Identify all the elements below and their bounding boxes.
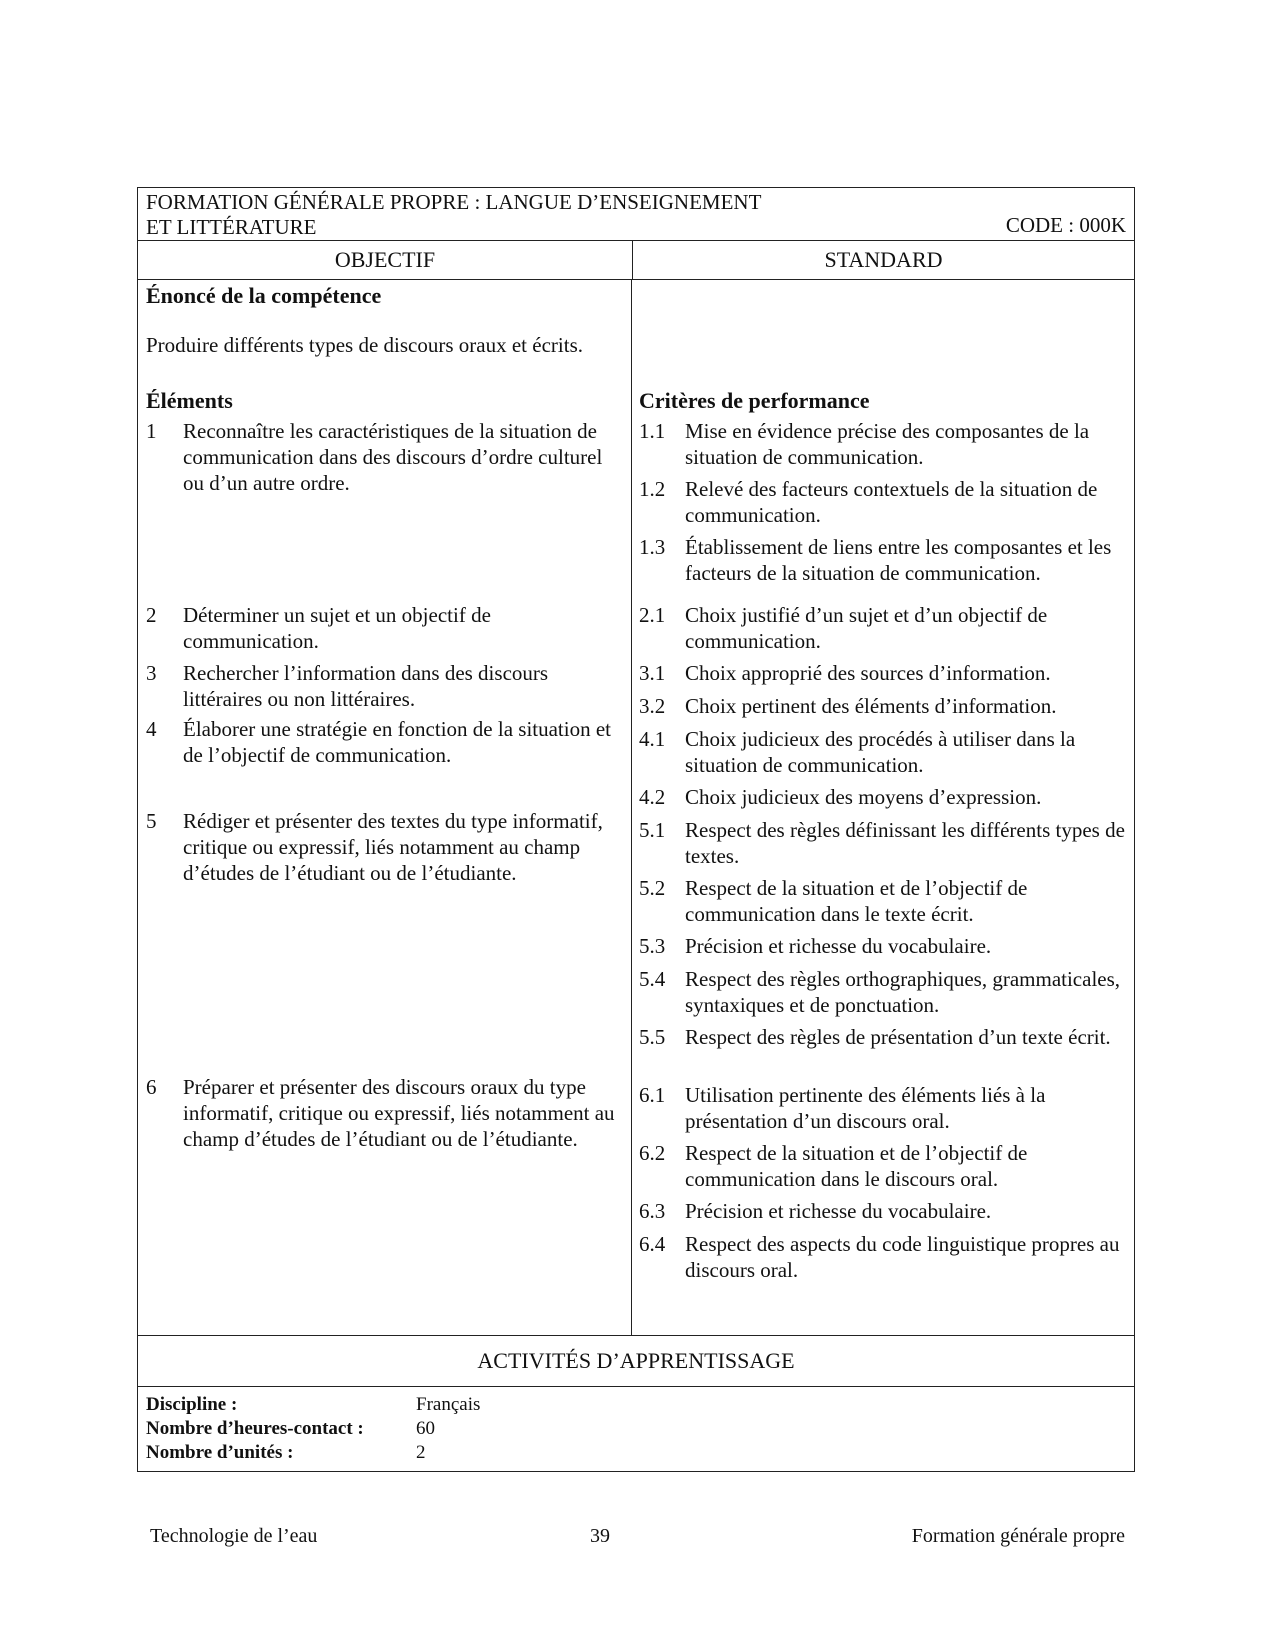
activity-value: 60 — [416, 1418, 435, 1439]
element-number: 5 — [146, 809, 157, 833]
criterion-number: 4.1 — [639, 727, 666, 751]
objective-header: OBJECTIF — [138, 241, 633, 279]
element-text: Rédiger et présenter des textes du type informatif, critique ou expressif, liés notamment au champ d’études de l’étudiant ou de l’étudiante. — [183, 809, 603, 885]
criterion-text: Relevé des facteurs contextuels de la situation de communication. — [685, 477, 1098, 527]
activities-body — [138, 1387, 1134, 1471]
criterion-number: 1.2 — [639, 477, 666, 501]
standard-column — [632, 280, 1134, 1335]
criterion-text: Respect des aspects du code linguistique propres au discours oral. — [685, 1232, 1120, 1282]
criterion-number: 3.1 — [639, 661, 666, 685]
criterion-number: 1.3 — [639, 535, 666, 559]
course-code: CODE : 000K — [1005, 213, 1126, 237]
criterion-text: Respect des règles orthographiques, grammaticales, syntaxiques et de ponctuation. — [685, 967, 1121, 1017]
criterion-text: Précision et richesse du vocabulaire. — [685, 934, 992, 958]
criterion-number: 6.1 — [639, 1083, 666, 1107]
criterion-number: 5.3 — [639, 934, 666, 958]
criterion-text: Respect des règles définissant les différents types de textes. — [685, 818, 1125, 868]
criterion-number: 6.2 — [639, 1141, 666, 1165]
table-title — [138, 188, 1134, 241]
element-item — [146, 808, 625, 886]
activity-row — [146, 1441, 1126, 1465]
criterion-text: Établissement de liens entre les composantes et les facteurs de la situation de communication. — [685, 535, 1112, 585]
activity-label: Nombre d’heures-contact : — [146, 1418, 364, 1439]
criterion-item — [639, 817, 1128, 869]
criterion-item — [639, 534, 1128, 586]
element-number: 2 — [146, 603, 157, 627]
criterion-item — [639, 1082, 1128, 1134]
criterion-text: Respect de la situation et de l’objectif de communication dans le discours oral. — [685, 1141, 1028, 1191]
element-item — [146, 602, 625, 654]
criterion-number: 5.4 — [639, 967, 666, 991]
criterion-item — [639, 1140, 1128, 1192]
main-section — [138, 280, 1134, 1335]
element-number: 3 — [146, 661, 157, 685]
criterion-item — [639, 660, 1128, 686]
criterion-number: 3.2 — [639, 694, 666, 718]
criterion-item — [639, 418, 1128, 470]
element-number: 1 — [146, 419, 157, 443]
criterion-text: Choix judicieux des procédés à utiliser dans la situation de communication. — [685, 727, 1076, 777]
criterion-item — [639, 602, 1128, 654]
activity-value: 2 — [416, 1442, 426, 1463]
criterion-item — [639, 726, 1128, 778]
activity-value: Français — [416, 1394, 481, 1415]
criterion-text: Précision et richesse du vocabulaire. — [685, 1199, 992, 1223]
standard-header: STANDARD — [824, 247, 943, 272]
activities-title: ACTIVITÉS D’APPRENTISSAGE — [138, 1335, 1134, 1387]
element-text: Élaborer une stratégie en fonction de la situation et de l’objectif de communication. — [183, 717, 612, 767]
criterion-text: Choix pertinent des éléments d’information. — [685, 694, 1057, 718]
page-number: 39 — [590, 1525, 610, 1547]
element-item — [146, 1074, 625, 1152]
criterion-number: 1.1 — [639, 419, 666, 443]
element-text: Déterminer un sujet et un objectif de communication. — [183, 603, 491, 653]
activity-label: Discipline : — [146, 1394, 238, 1415]
criterion-text: Mise en évidence précise des composantes de la situation de communication. — [685, 419, 1090, 469]
criterion-text: Choix judicieux des moyens d’expression. — [685, 785, 1042, 809]
title-line-2: ET LITTÉRATURE — [146, 215, 317, 239]
criterion-item — [639, 476, 1128, 528]
criterion-text: Choix approprié des sources d’information. — [685, 661, 1051, 685]
criteria-label: Critères de performance — [639, 388, 870, 413]
criterion-number: 2.1 — [639, 603, 666, 627]
elements-label: Éléments — [146, 388, 233, 413]
criterion-item — [639, 693, 1128, 719]
element-item — [146, 660, 625, 712]
criterion-item — [639, 1231, 1128, 1283]
objective-column — [138, 280, 632, 1335]
criterion-number: 5.2 — [639, 876, 666, 900]
criterion-item — [639, 933, 1128, 959]
element-text: Reconnaître les caractéristiques de la situation de communication dans des discours d’ordre culturel ou d’un autre ordre. — [183, 419, 603, 495]
element-text: Rechercher l’information dans des discours littéraires ou non littéraires. — [183, 661, 549, 711]
criterion-number: 6.3 — [639, 1199, 666, 1223]
activity-row — [146, 1417, 1126, 1441]
criterion-text: Respect de la situation et de l’objectif de communication dans le texte écrit. — [685, 876, 1028, 926]
element-text: Préparer et présenter des discours oraux du type informatif, critique ou expressif, liés notamment au champ d’études de l’étudiant ou de l’étudiante. — [183, 1075, 615, 1151]
activity-row — [146, 1393, 1126, 1417]
element-number: 4 — [146, 717, 157, 741]
criterion-item — [639, 1198, 1128, 1224]
criterion-item — [639, 875, 1128, 927]
criterion-item — [639, 966, 1128, 1018]
criterion-item — [639, 1024, 1128, 1050]
criterion-number: 6.4 — [639, 1232, 666, 1256]
element-number: 6 — [146, 1075, 157, 1099]
criterion-item — [639, 784, 1128, 810]
competence-text: Produire différents types de discours oraux et écrits. — [146, 333, 583, 357]
activity-label: Nombre d’unités : — [146, 1442, 294, 1463]
competence-label: Énoncé de la compétence — [146, 283, 382, 308]
footer-right: Formation générale propre — [911, 1525, 1125, 1547]
column-headers — [138, 241, 1134, 280]
criterion-number: 5.5 — [639, 1025, 666, 1049]
criterion-number: 5.1 — [639, 818, 666, 842]
title-line-1: FORMATION GÉNÉRALE PROPRE : LANGUE D’ENSEIGNEMENT — [146, 190, 762, 214]
criterion-text: Respect des règles de présentation d’un texte écrit. — [685, 1025, 1111, 1049]
criterion-text: Choix justifié d’un sujet et d’un objectif de communication. — [685, 603, 1048, 653]
criterion-text: Utilisation pertinente des éléments liés à la présentation d’un discours oral. — [685, 1083, 1046, 1133]
element-item — [146, 716, 625, 768]
criterion-number: 4.2 — [639, 785, 666, 809]
competence-table — [137, 187, 1135, 1472]
element-item — [146, 418, 625, 496]
footer-left: Technologie de l’eau — [150, 1525, 318, 1547]
